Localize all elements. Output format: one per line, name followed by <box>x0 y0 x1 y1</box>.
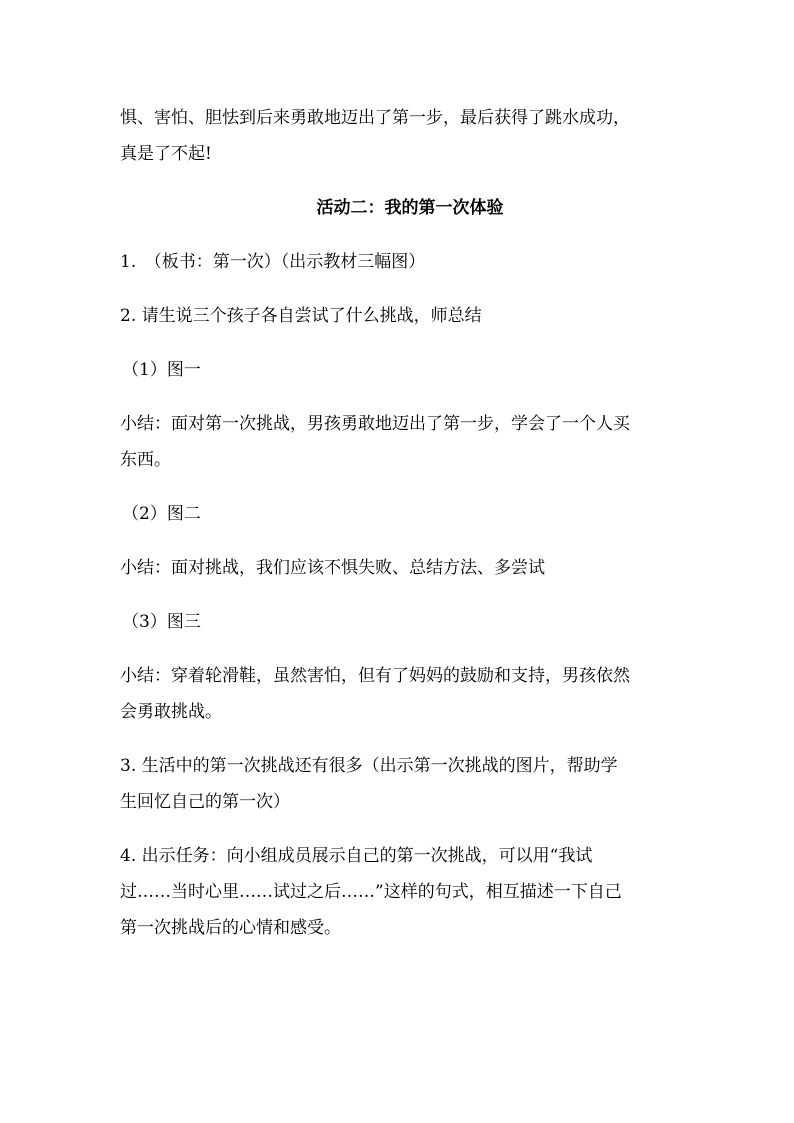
picture-1-label: （1）图一 <box>122 360 201 380</box>
item-3-line-2: 生回忆自己的第一次） <box>120 792 290 812</box>
item-1: 1. （板书：第一次）（出示教材三幅图） <box>120 252 426 272</box>
item-4-line-2: 过……当时心里……试过之后……”这样的句式，相互描述一下自己 <box>120 882 622 902</box>
picture-3-summary-line-1: 小结：穿着轮滑鞋，虽然害怕，但有了妈妈的鼓励和支持，男孩依然 <box>120 666 630 686</box>
picture-3-label: （3）图三 <box>122 612 201 632</box>
picture-1-summary-line-2: 东西。 <box>120 450 171 470</box>
item-4-line-3: 第一次挑战后的心情和感受。 <box>120 918 341 938</box>
intro-line-1: 惧、害怕、胆怯到后来勇敢地迈出了第一步，最后获得了跳水成功， <box>120 108 630 128</box>
picture-2-label: （2）图二 <box>122 504 201 524</box>
section-title: 活动二：我的第一次体验 <box>316 198 504 218</box>
document-body <box>120 100 700 946</box>
item-3-line-1: 3. 生活中的第一次挑战还有很多（出示第一次挑战的图片，帮助学 <box>120 756 618 776</box>
item-4-line-1: 4. 出示任务：向小组成员展示自己的第一次挑战，可以用“我试 <box>120 846 593 866</box>
item-2: 2. 请生说三个孩子各自尝试了什么挑战，师总结 <box>120 306 482 326</box>
intro-line-2: 真是了不起! <box>120 144 212 164</box>
picture-2-summary: 小结：面对挑战，我们应该不惧失败、总结方法、多尝试 <box>120 558 545 578</box>
picture-3-summary-line-2: 会勇敢挑战。 <box>120 702 222 722</box>
picture-1-summary-line-1: 小结：面对第一次挑战，男孩勇敢地迈出了第一步，学会了一个人买 <box>120 414 630 434</box>
